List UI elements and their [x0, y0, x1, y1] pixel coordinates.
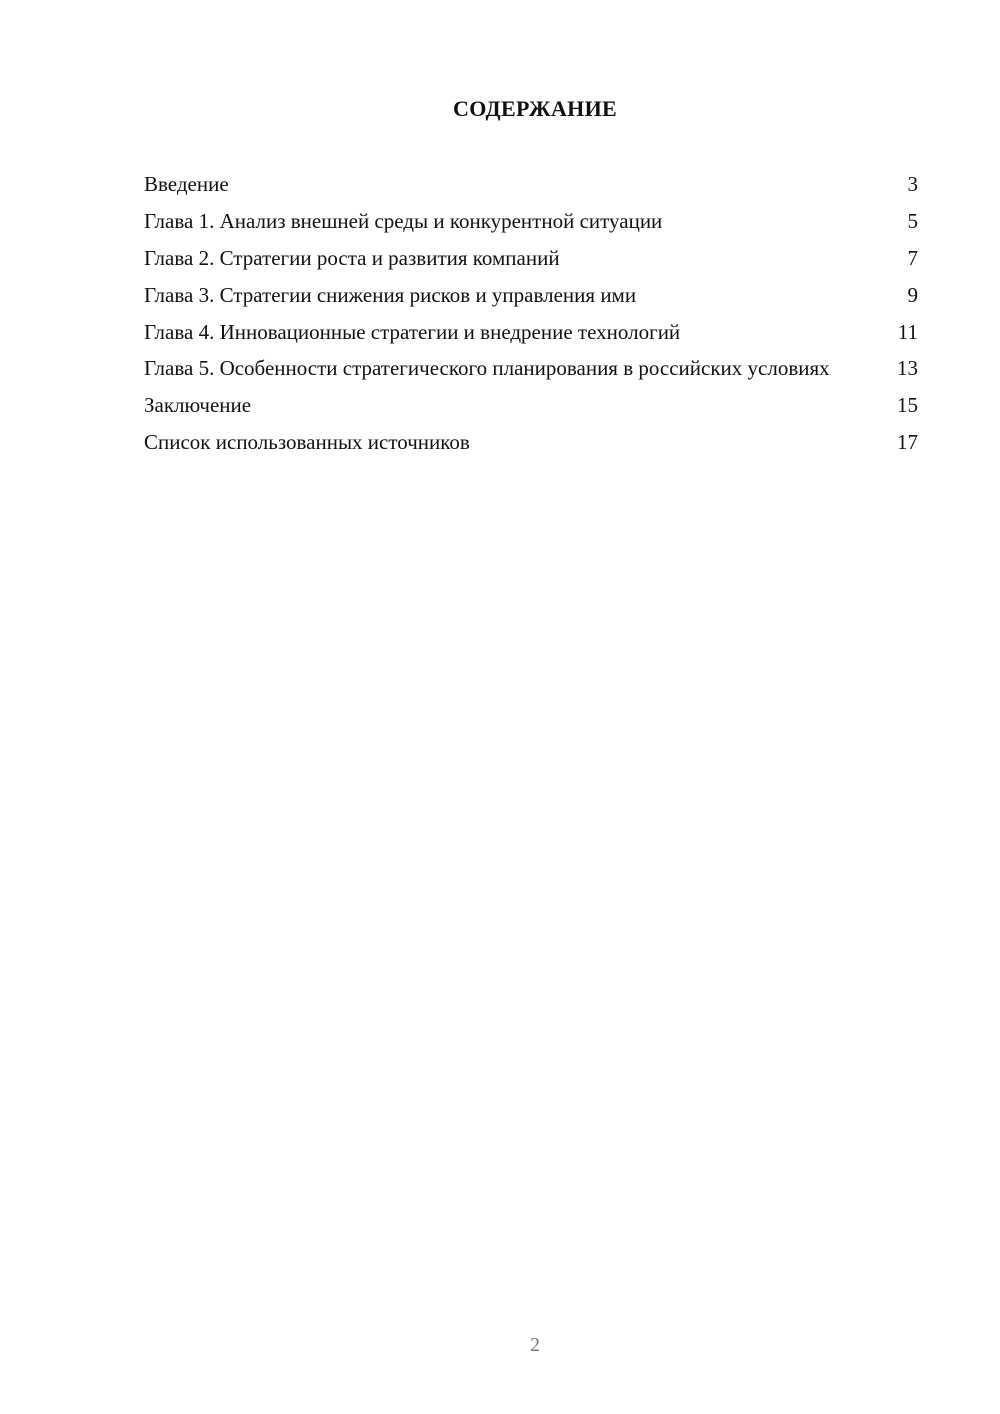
toc-entry-page-number: 7: [907, 246, 918, 270]
toc-entry-chapter-5: [144, 355, 918, 382]
toc-entry-chapter-2: [144, 244, 918, 272]
toc-entry-label: Список использованных источников: [144, 430, 470, 454]
toc-entry-conclusion: [144, 391, 918, 419]
toc-entry-chapter-1: [144, 207, 918, 235]
table-of-contents: [144, 170, 918, 465]
toc-entry-chapter-4: [144, 318, 918, 346]
toc-entry-label: Глава 1. Анализ внешней среды и конкурентной ситуации: [144, 209, 663, 233]
toc-entry-introduction: [144, 170, 918, 198]
page-title: СОДЕРЖАНИЕ: [453, 96, 617, 121]
toc-entry-references: [144, 428, 918, 456]
toc-entry-page-number: 9: [907, 283, 918, 307]
toc-entry-chapter-3: [144, 281, 918, 309]
toc-entry-page-number: 13: [897, 356, 918, 380]
toc-entry-page-number: 17: [897, 430, 918, 454]
toc-entry-label: Глава 2. Стратегии роста и развития компаний: [144, 246, 560, 270]
toc-entry-label: Глава 5. Особенности стратегического планирования в российских условиях: [144, 356, 830, 380]
page-number: 2: [530, 1334, 540, 1356]
toc-entry-page-number: 3: [907, 172, 918, 196]
toc-entry-label: Заключение: [144, 393, 252, 417]
toc-entry-page-number: 15: [897, 393, 918, 417]
toc-entry-label: Глава 4. Инновационные стратегии и внедрение технологий: [144, 320, 681, 344]
toc-entry-page-number: 5: [907, 209, 918, 233]
toc-entry-label: Глава 3. Стратегии снижения рисков и управления ими: [144, 283, 637, 307]
toc-entry-label: Введение: [144, 172, 229, 196]
toc-entry-page-number: 11: [897, 320, 918, 344]
